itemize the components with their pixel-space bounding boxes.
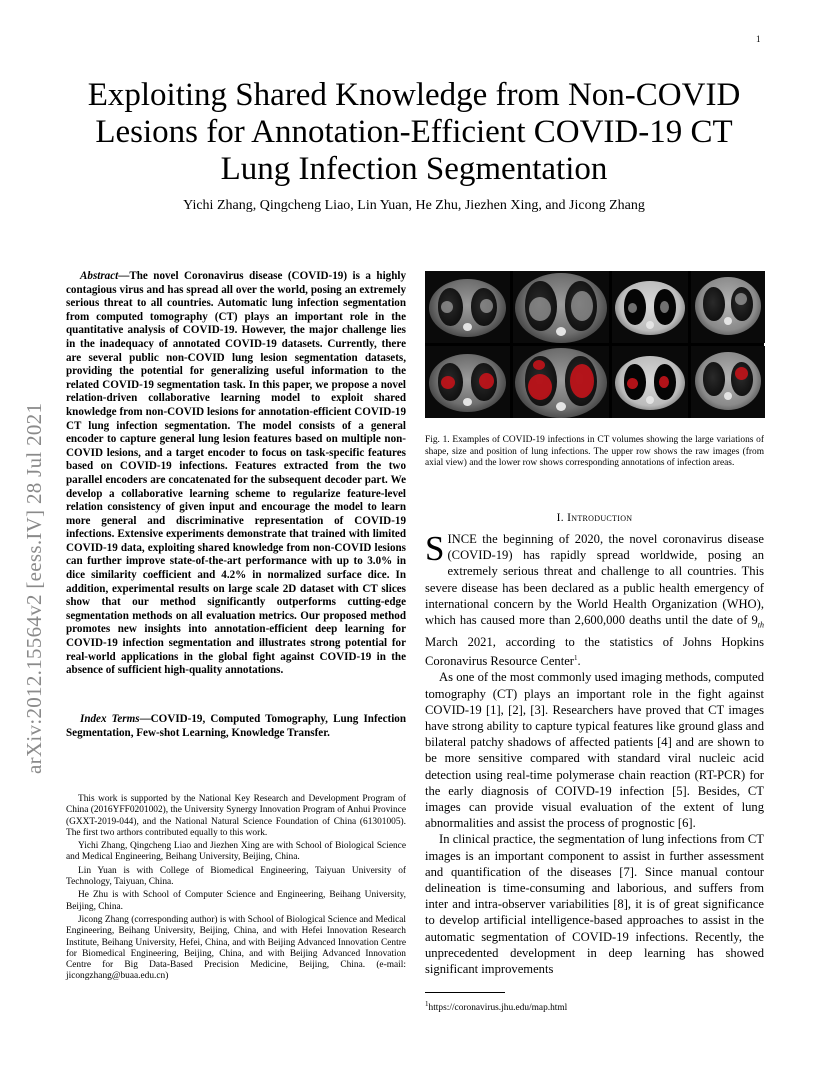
footnote-mark: 1 (574, 653, 578, 662)
ct-image-raw-4 (691, 271, 765, 343)
index-terms-text: —COVID-19, Computed Tomography, Lung Infection Segmentation, Few-shot Learning, Knowledge Transfer. (66, 713, 406, 739)
arxiv-identifier: arXiv:2012.15564v2 [eess.IV] 28 Jul 2021 (22, 402, 46, 774)
url-footnote: $^1$https://coronavirus.jhu.edu/map.html (425, 1000, 568, 1014)
affiliation-footnote: Yichi Zhang, Qingcheng Liao and Jiezhen Xing are with School of Biological Science and Medical Engineering, Beihang University, Beijing, China. (66, 841, 406, 863)
drop-cap: S (425, 529, 445, 568)
citation-link[interactable]: [8] (613, 897, 628, 912)
section-title: Introduction (567, 512, 633, 524)
citation-link[interactable]: [5] (672, 783, 687, 798)
citation-link[interactable]: [1] (485, 702, 501, 717)
paper-title: Exploiting Shared Knowledge from Non-COVID Lesions for Annotation-Efficient COVID-19 CT Lung Infection Segmentation (87, 77, 741, 187)
funding-footnote: This work is supported by the National Key Research and Development Program of China (2016YFF0201002), the University Synergy Innovation Program of Anhui Province (GXXT-2019-044), and the National Natural Science Foundation of China (61301005). The first two arthors contributed equally to this work. (66, 794, 406, 838)
introduction-body (425, 531, 764, 977)
ct-image-annotated-1 (425, 346, 510, 418)
index-terms-label: Index Terms (80, 713, 140, 725)
author-footnotes (66, 794, 406, 985)
affiliation-footnote: Lin Yuan is with College of Biomedical Engineering, Taiyuan University of Technology, Taiyuan, China. (66, 865, 406, 888)
footnote-rule (425, 992, 505, 993)
section-heading (425, 512, 764, 524)
ct-image-annotated-4 (691, 346, 765, 418)
intro-paragraph-2: As one of the most commonly used imaging methods, computed tomography (CT) plays an important role in the fight against COVID-19 [1], [2], [3]. Researchers have proved that CT images have strong ability to capture typical features like ground glass and bilateral patchy shadows of affected patients [4] and are shown to be more sensitive compared with standard viral nucleic acid detection using real-time polymerase chain reaction (RT-PCR) for the early diagnosis of COIVD-19 infection [5]. Besides, CT images can provide visual evaluation of the extent of lung abnormalities and assist the process of prognostic [6]. (425, 670, 765, 831)
intro-paragraph-3: In clinical practice, the segmentation of lung infections from CT images is an important component to assist in further assessment and quantification of the diseases [7]. Since manual contour delineation is time-consuming and laborious, and suffers from inter and intra-observer variabilities [8], it is of great significance to develop artificial intelligence-based approaches to assist in the automatic segmentation of COVID-19 infections. Recently, the unprecedented development in deep learning has showed significant improvements (425, 832, 764, 976)
ct-figure (425, 271, 764, 418)
affiliation-footnote: Jicong Zhang (corresponding author) is with School of Biological Science and Medical Engineering, Beihang University, Beijing, China, and with Hefei Innovation Research Institute, Beihang University, Hefei, China, and with Beijing Advanced Innovation Centre for Biomedical Engineering, Beijing, China, and with Beijing Advanced Innovation Centre for Big Data-Based Precision Medicine, Beijing, China. (e-mail: jicongzhang@buaa.edu.cn) (66, 914, 406, 982)
intro-paragraph-1: SINCE the beginning of 2020, the novel coronavirus disease (COVID-19) has rapidly spread worldwide, posing an extremely serious threat and challenge to all countries. This severe disease has been declared as a public health emergency of international concern by the World Health Organization (WHO), which has caused more than 2,600,000 deaths until the date of $9_{th}$ March 2021, according to the statistics of Johns Hopkins Coronavirus Resource Center$^1$. (425, 529, 764, 669)
section-number: I. (556, 512, 564, 524)
ct-image-raw-1 (425, 271, 510, 343)
abstract-text: —The novel Coronavirus disease (COVID-19) is a highly contagious virus and has spread all over the world, posing an extremely serious threat to all countries. Automatic lung infection segmentation from computed tomography (CT) plays an important role in the quantitative analysis of COVID-19. However, the major challenge lies in the inadequacy of annotated COVID-19 datasets. Currently, there are several public non-COVID lung lesion segmentation datasets, providing the potential for generalizing useful information to the related COVID-19 segmentation task. In this paper, we propose a novel relation-driven collaborative learning model to exploit shared knowledge from non-COVID lesions for annotation-efficient COVID-19 CT lung infection segmentation. The model consists of a general encoder to capture general lung lesion features based on multiple non-COVID lesions, and a target encoder to focus on task-specific features based on COVID-19 infections. Features extracted from the two parallel encoders are concatenated for the subsequent decoder part. We develop a collaborative learning scheme to regularize feature-level relation consistency of given input and encourage the model to learn more general and discriminative representation of COVID-19 infections. Extensive experiments demonstrate that trained with limited COVID-19 data, exploiting shared knowledge from non-COVID lesions can further improve state-of-the-art performance with up to 3.0% in dice similarity coefficient and 4.2% in normalized surface dice. In addition, experimental results on large scale 2D dataset with CT slices show that our method significantly outperforms cutting-edge segmentation methods on all evaluation metrics. Our proposed method promotes new insights into annotation-efficient deep learning for COVID-19 infection segmentation and illustrates strong potential for real-world applications in the global fight against COVID-19 in the absence of sufficient high-quality annotations. (66, 270, 406, 677)
citation-link[interactable]: [7] (619, 864, 634, 879)
citation-link[interactable]: [4] (657, 735, 672, 750)
ct-image-raw-3 (612, 271, 688, 343)
citation-link[interactable]: [2] (508, 702, 523, 717)
ct-image-raw-2 (513, 271, 609, 343)
figure-caption: Fig. 1. Examples of COVID-19 infections in CT volumes showing the large variations of shape, size and position of lung infections. The upper row shows the raw images (from axial view) and the lower row shows corresponding annotations of infection areas. (425, 435, 764, 468)
citation-link[interactable]: [3] (530, 702, 545, 717)
citation-link[interactable]: [6] (677, 816, 693, 831)
ct-image-annotated-2 (513, 346, 609, 418)
page-number: 1 (756, 34, 761, 44)
author-list: Yichi Zhang, Qingcheng Liao, Lin Yuan, He Zhu, Jiezhen Xing, and Jicong Zhang (183, 198, 645, 213)
abstract-label: Abstract (80, 270, 119, 282)
affiliation-footnote: He Zhu is with School of Computer Science and Engineering, Beihang University, Beijing, China. (66, 890, 406, 912)
ct-image-annotated-3 (612, 346, 688, 418)
index-terms (66, 713, 406, 740)
abstract (66, 270, 406, 678)
footnote-url[interactable]: https://coronavirus.jhu.edu/map.html (428, 1003, 568, 1014)
